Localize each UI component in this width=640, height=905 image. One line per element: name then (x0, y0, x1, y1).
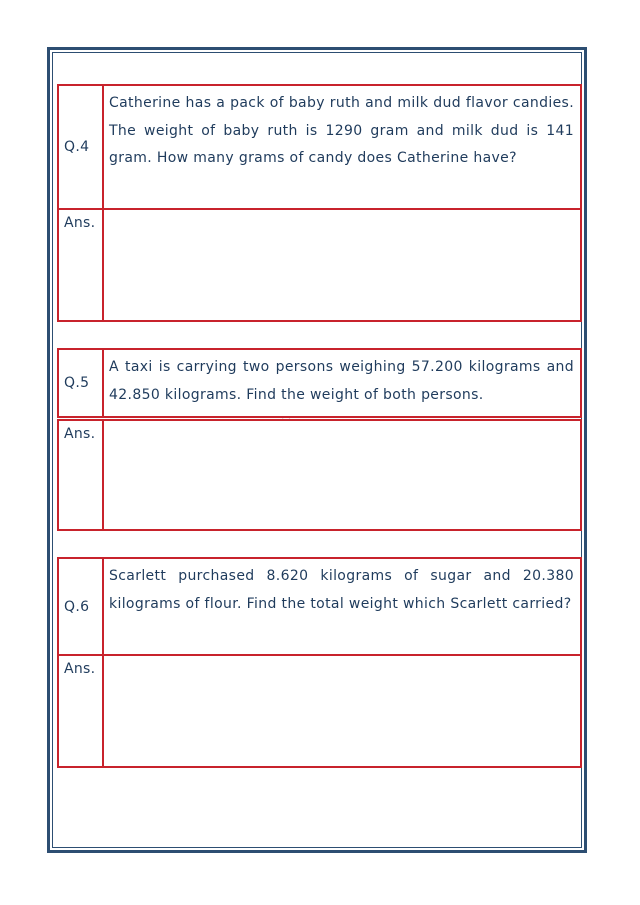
question-block-6 (57, 557, 582, 768)
question-block-4 (57, 84, 582, 322)
question-row (57, 348, 582, 418)
answer-row (57, 419, 582, 531)
answer-area[interactable] (104, 421, 580, 529)
question-number: Q.4 (59, 86, 104, 208)
question-text: Scarlett purchased 8.620 kilograms of sugar and 20.380 kilograms of flour. Find the total weight which Scarlett carried? (109, 568, 574, 612)
answer-row (57, 210, 582, 322)
question-number: Q.5 (59, 350, 104, 416)
answer-label: Ans. (59, 210, 104, 320)
answer-label: Ans. (59, 656, 104, 766)
question-row (57, 557, 582, 656)
question-row (57, 84, 582, 210)
answer-area[interactable] (104, 210, 580, 320)
question-block-5 (57, 348, 582, 531)
answer-row (57, 656, 582, 768)
question-number: Q.6 (59, 559, 104, 654)
answer-area[interactable] (104, 656, 580, 766)
answer-label: Ans. (59, 421, 104, 529)
question-text: A taxi is carrying two persons weighing 57.200 kilograms and 42.850 kilograms. Find the weight of both persons. (109, 359, 574, 403)
question-text: Catherine has a pack of baby ruth and milk dud flavor candies. The weight of baby ruth is 1290 gram and milk dud is 141 gram. How many grams of candy does Catherine have? (109, 95, 574, 166)
